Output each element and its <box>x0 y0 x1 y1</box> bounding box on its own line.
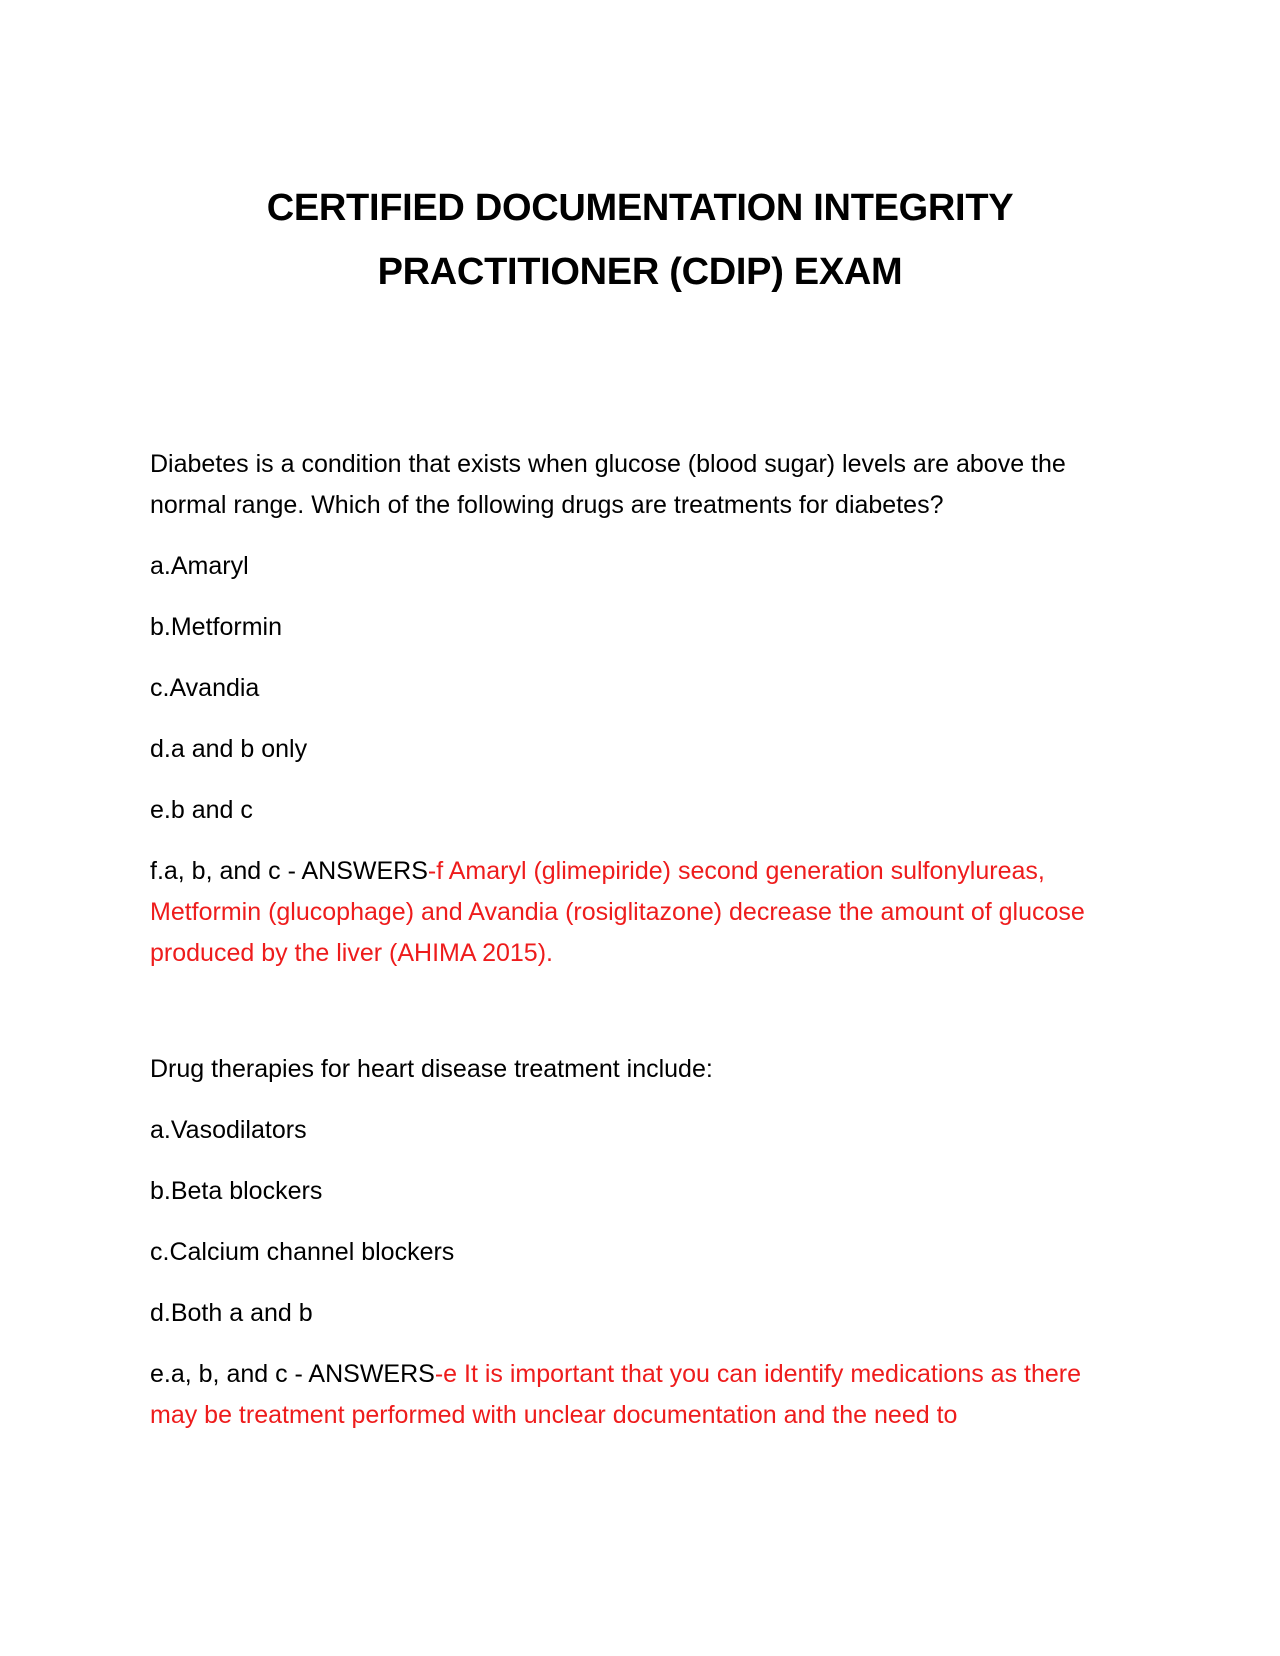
option-item: a.Amaryl <box>150 552 249 580</box>
question-stem: Drug therapies for heart disease treatment include: <box>150 1055 713 1083</box>
option-item: b.Beta blockers <box>150 1177 323 1205</box>
option-item: b.Metformin <box>150 613 282 641</box>
spacer <box>150 994 1130 1049</box>
document-body <box>150 444 1130 1456</box>
option-item: c.Avandia <box>150 674 260 702</box>
answer-line <box>150 851 1130 974</box>
question-block-2 <box>150 1049 1130 1436</box>
answer-explanation: -f Amaryl (glimepiride) second generation sulfonylureas, Metformin (glucophage) and Avandia (rosiglitazone) decrease the amount of glucose produced by the liver (AHIMA 2015). <box>150 857 1085 967</box>
option-item: a.Vasodilators <box>150 1116 307 1144</box>
title-line-2: PRACTITIONER (CDIP) EXAM <box>377 251 903 293</box>
answer-explanation: -e It is important that you can identify medications as there may be treatment performed with unclear documentation and the need to <box>150 1360 1081 1429</box>
last-option: f.a, b, and c - ANSWERS <box>150 857 428 885</box>
page-title <box>0 176 1280 304</box>
title-line-1: CERTIFIED DOCUMENTATION INTEGRITY <box>266 187 1014 229</box>
answer-line <box>150 1354 1130 1436</box>
last-option: e.a, b, and c - ANSWERS <box>150 1360 435 1388</box>
option-item: d.a and b only <box>150 735 308 763</box>
question-stem: Diabetes is a condition that exists when glucose (blood sugar) levels are above the normal range. Which of the following drugs are treatments for diabetes? <box>150 450 1066 519</box>
option-item: e.b and c <box>150 796 253 824</box>
question-block-1 <box>150 444 1130 974</box>
option-item: c.Calcium channel blockers <box>150 1238 455 1266</box>
option-item: d.Both a and b <box>150 1299 313 1327</box>
